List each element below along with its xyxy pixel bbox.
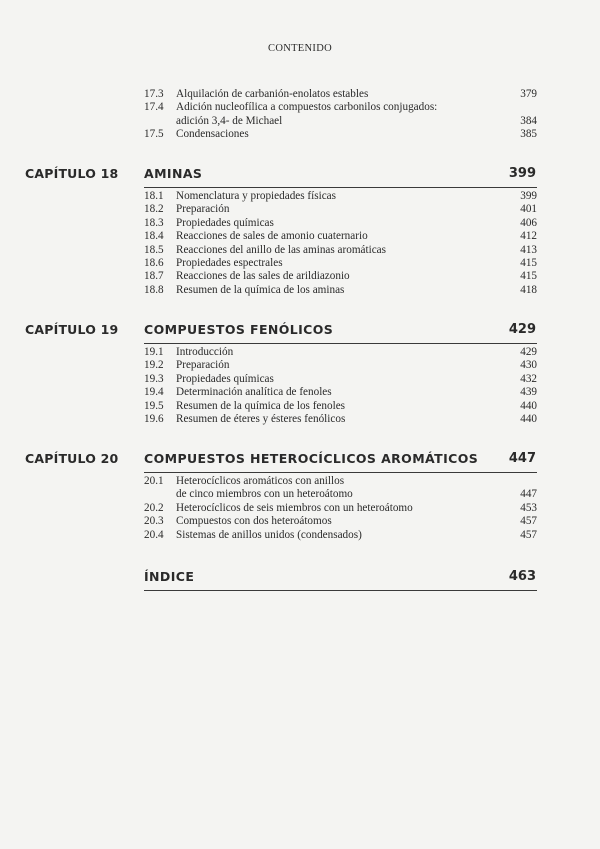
section-number: 20.4 xyxy=(144,528,164,541)
toc-entry[interactable] xyxy=(144,203,537,216)
chapter-title[interactable]: COMPUESTOS HETEROCÍCLICOS AROMÁTICOS xyxy=(144,451,479,466)
toc-entry[interactable] xyxy=(144,284,537,297)
section-number: 19.2 xyxy=(144,359,164,372)
section-number: 18.2 xyxy=(144,203,164,216)
section-title: Reacciones del anillo de las aminas aromáticas xyxy=(176,243,386,256)
chapter-page: 429 xyxy=(508,322,536,337)
section-title: Determinación analítica de fenoles xyxy=(176,386,332,399)
section-page: 406 xyxy=(520,216,537,229)
section-page: 385 xyxy=(520,128,537,141)
section-number: 18.4 xyxy=(144,230,164,243)
section-page: 429 xyxy=(520,346,537,358)
section-page: 418 xyxy=(520,283,537,296)
section-page: 457 xyxy=(520,515,537,528)
index-page: 463 xyxy=(508,569,536,584)
section-number: 18.5 xyxy=(144,243,164,256)
chapter-entries xyxy=(144,475,537,542)
section-title: Propiedades químicas xyxy=(176,216,274,229)
section-title: Propiedades químicas xyxy=(176,372,274,385)
toc-entry[interactable] xyxy=(144,515,537,528)
section-number: 17.5 xyxy=(144,128,164,141)
chapter-rule xyxy=(144,472,537,473)
chapter-entries xyxy=(144,346,537,426)
toc-entry[interactable] xyxy=(144,502,537,515)
section-number: 18.1 xyxy=(144,190,164,202)
section-title: Propiedades espectrales xyxy=(176,256,283,269)
section-page: 412 xyxy=(520,230,537,243)
section-title-line: Heterocíclicos aromáticos con anillos xyxy=(176,475,345,487)
section-title: Introducción xyxy=(176,346,234,358)
section-number: 20.2 xyxy=(144,501,164,514)
section-number: 17.4 xyxy=(144,101,164,114)
toc-entry[interactable] xyxy=(144,244,537,257)
section-page: 447 xyxy=(520,488,537,501)
section-number: 20.3 xyxy=(144,515,164,528)
section-page: 432 xyxy=(520,372,537,385)
section-title xyxy=(176,475,353,502)
chapter-label: CAPÍTULO 20 xyxy=(25,451,119,466)
index-title[interactable]: ÍNDICE xyxy=(144,569,195,584)
section-title: Compuestos con dos heteroátomos xyxy=(176,515,332,528)
chapter-rule xyxy=(144,343,537,344)
toc-entry[interactable] xyxy=(144,413,537,426)
section-title-line: de cinco miembros con un heteroátomo xyxy=(176,488,353,501)
chapter-label: CAPÍTULO 18 xyxy=(25,166,119,181)
section-title xyxy=(176,101,437,128)
toc-entry[interactable] xyxy=(144,217,537,230)
section-number: 18.6 xyxy=(144,256,164,269)
toc-entry[interactable] xyxy=(144,373,537,386)
continuation-entries xyxy=(144,88,537,142)
section-page: 440 xyxy=(520,412,537,425)
section-number: 18.7 xyxy=(144,270,164,283)
section-title: Sistemas de anillos unidos (condensados) xyxy=(176,528,362,541)
index-rule xyxy=(144,590,537,591)
section-title: Preparación xyxy=(176,203,230,216)
chapter-label: CAPÍTULO 19 xyxy=(25,322,119,337)
section-page: 439 xyxy=(520,386,537,399)
toc-entry[interactable] xyxy=(144,128,537,141)
section-title: Heterocíclicos de seis miembros con un heteroátomo xyxy=(176,501,413,514)
toc-entry[interactable] xyxy=(144,88,537,101)
section-number: 18.8 xyxy=(144,283,164,296)
toc-entry[interactable] xyxy=(144,190,537,203)
section-page: 413 xyxy=(520,243,537,256)
section-number: 19.1 xyxy=(144,346,164,358)
section-page: 453 xyxy=(520,501,537,514)
section-number: 17.3 xyxy=(144,88,164,100)
toc-entry[interactable] xyxy=(144,359,537,372)
section-number: 19.4 xyxy=(144,386,164,399)
section-page: 415 xyxy=(520,256,537,269)
toc-entry[interactable] xyxy=(144,400,537,413)
section-title-line: Adición nucleofílica a compuestos carbonilos conjugados: xyxy=(176,101,438,114)
running-header: CONTENIDO xyxy=(268,43,332,54)
section-title-line: adición 3,4- de Michael xyxy=(176,114,283,127)
toc-entry[interactable] xyxy=(144,475,537,502)
chapter-title[interactable]: AMINAS xyxy=(144,166,203,181)
chapter-page: 447 xyxy=(508,451,536,466)
toc-entry[interactable] xyxy=(144,230,537,243)
section-number: 18.3 xyxy=(144,216,164,229)
section-page: 399 xyxy=(520,190,537,202)
section-title: Condensaciones xyxy=(176,128,249,141)
section-number: 19.5 xyxy=(144,399,164,412)
section-title: Alquilación de carbanión-enolatos estables xyxy=(176,88,369,100)
chapter-rule xyxy=(144,187,537,188)
section-title: Resumen de éteres y ésteres fenólicos xyxy=(176,412,346,425)
section-title: Reacciones de sales de amonio cuaternario xyxy=(176,230,368,243)
section-page: 440 xyxy=(520,399,537,412)
toc-entry[interactable] xyxy=(144,346,537,359)
toc-entry[interactable] xyxy=(144,386,537,399)
toc-entry[interactable] xyxy=(144,257,537,270)
section-number: 19.6 xyxy=(144,412,164,425)
section-page: 384 xyxy=(520,114,537,127)
section-number: 19.3 xyxy=(144,372,164,385)
toc-entry[interactable] xyxy=(144,101,537,128)
section-title: Reacciones de las sales de arildiazonio xyxy=(176,270,350,283)
section-title: Preparación xyxy=(176,359,230,372)
chapter-entries xyxy=(144,190,537,297)
chapter-page: 399 xyxy=(508,166,536,181)
chapter-title[interactable]: COMPUESTOS FENÓLICOS xyxy=(144,322,334,337)
section-page: 457 xyxy=(520,528,537,541)
section-page: 401 xyxy=(520,203,537,216)
section-page: 430 xyxy=(520,359,537,372)
toc-entry[interactable] xyxy=(144,270,537,283)
toc-entry[interactable] xyxy=(144,529,537,542)
section-number: 20.1 xyxy=(144,475,164,487)
section-page: 379 xyxy=(520,88,537,100)
section-page: 415 xyxy=(520,270,537,283)
section-title: Nomenclatura y propiedades físicas xyxy=(176,190,336,202)
section-title: Resumen de la química de los aminas xyxy=(176,283,345,296)
section-title: Resumen de la química de los fenoles xyxy=(176,399,346,412)
